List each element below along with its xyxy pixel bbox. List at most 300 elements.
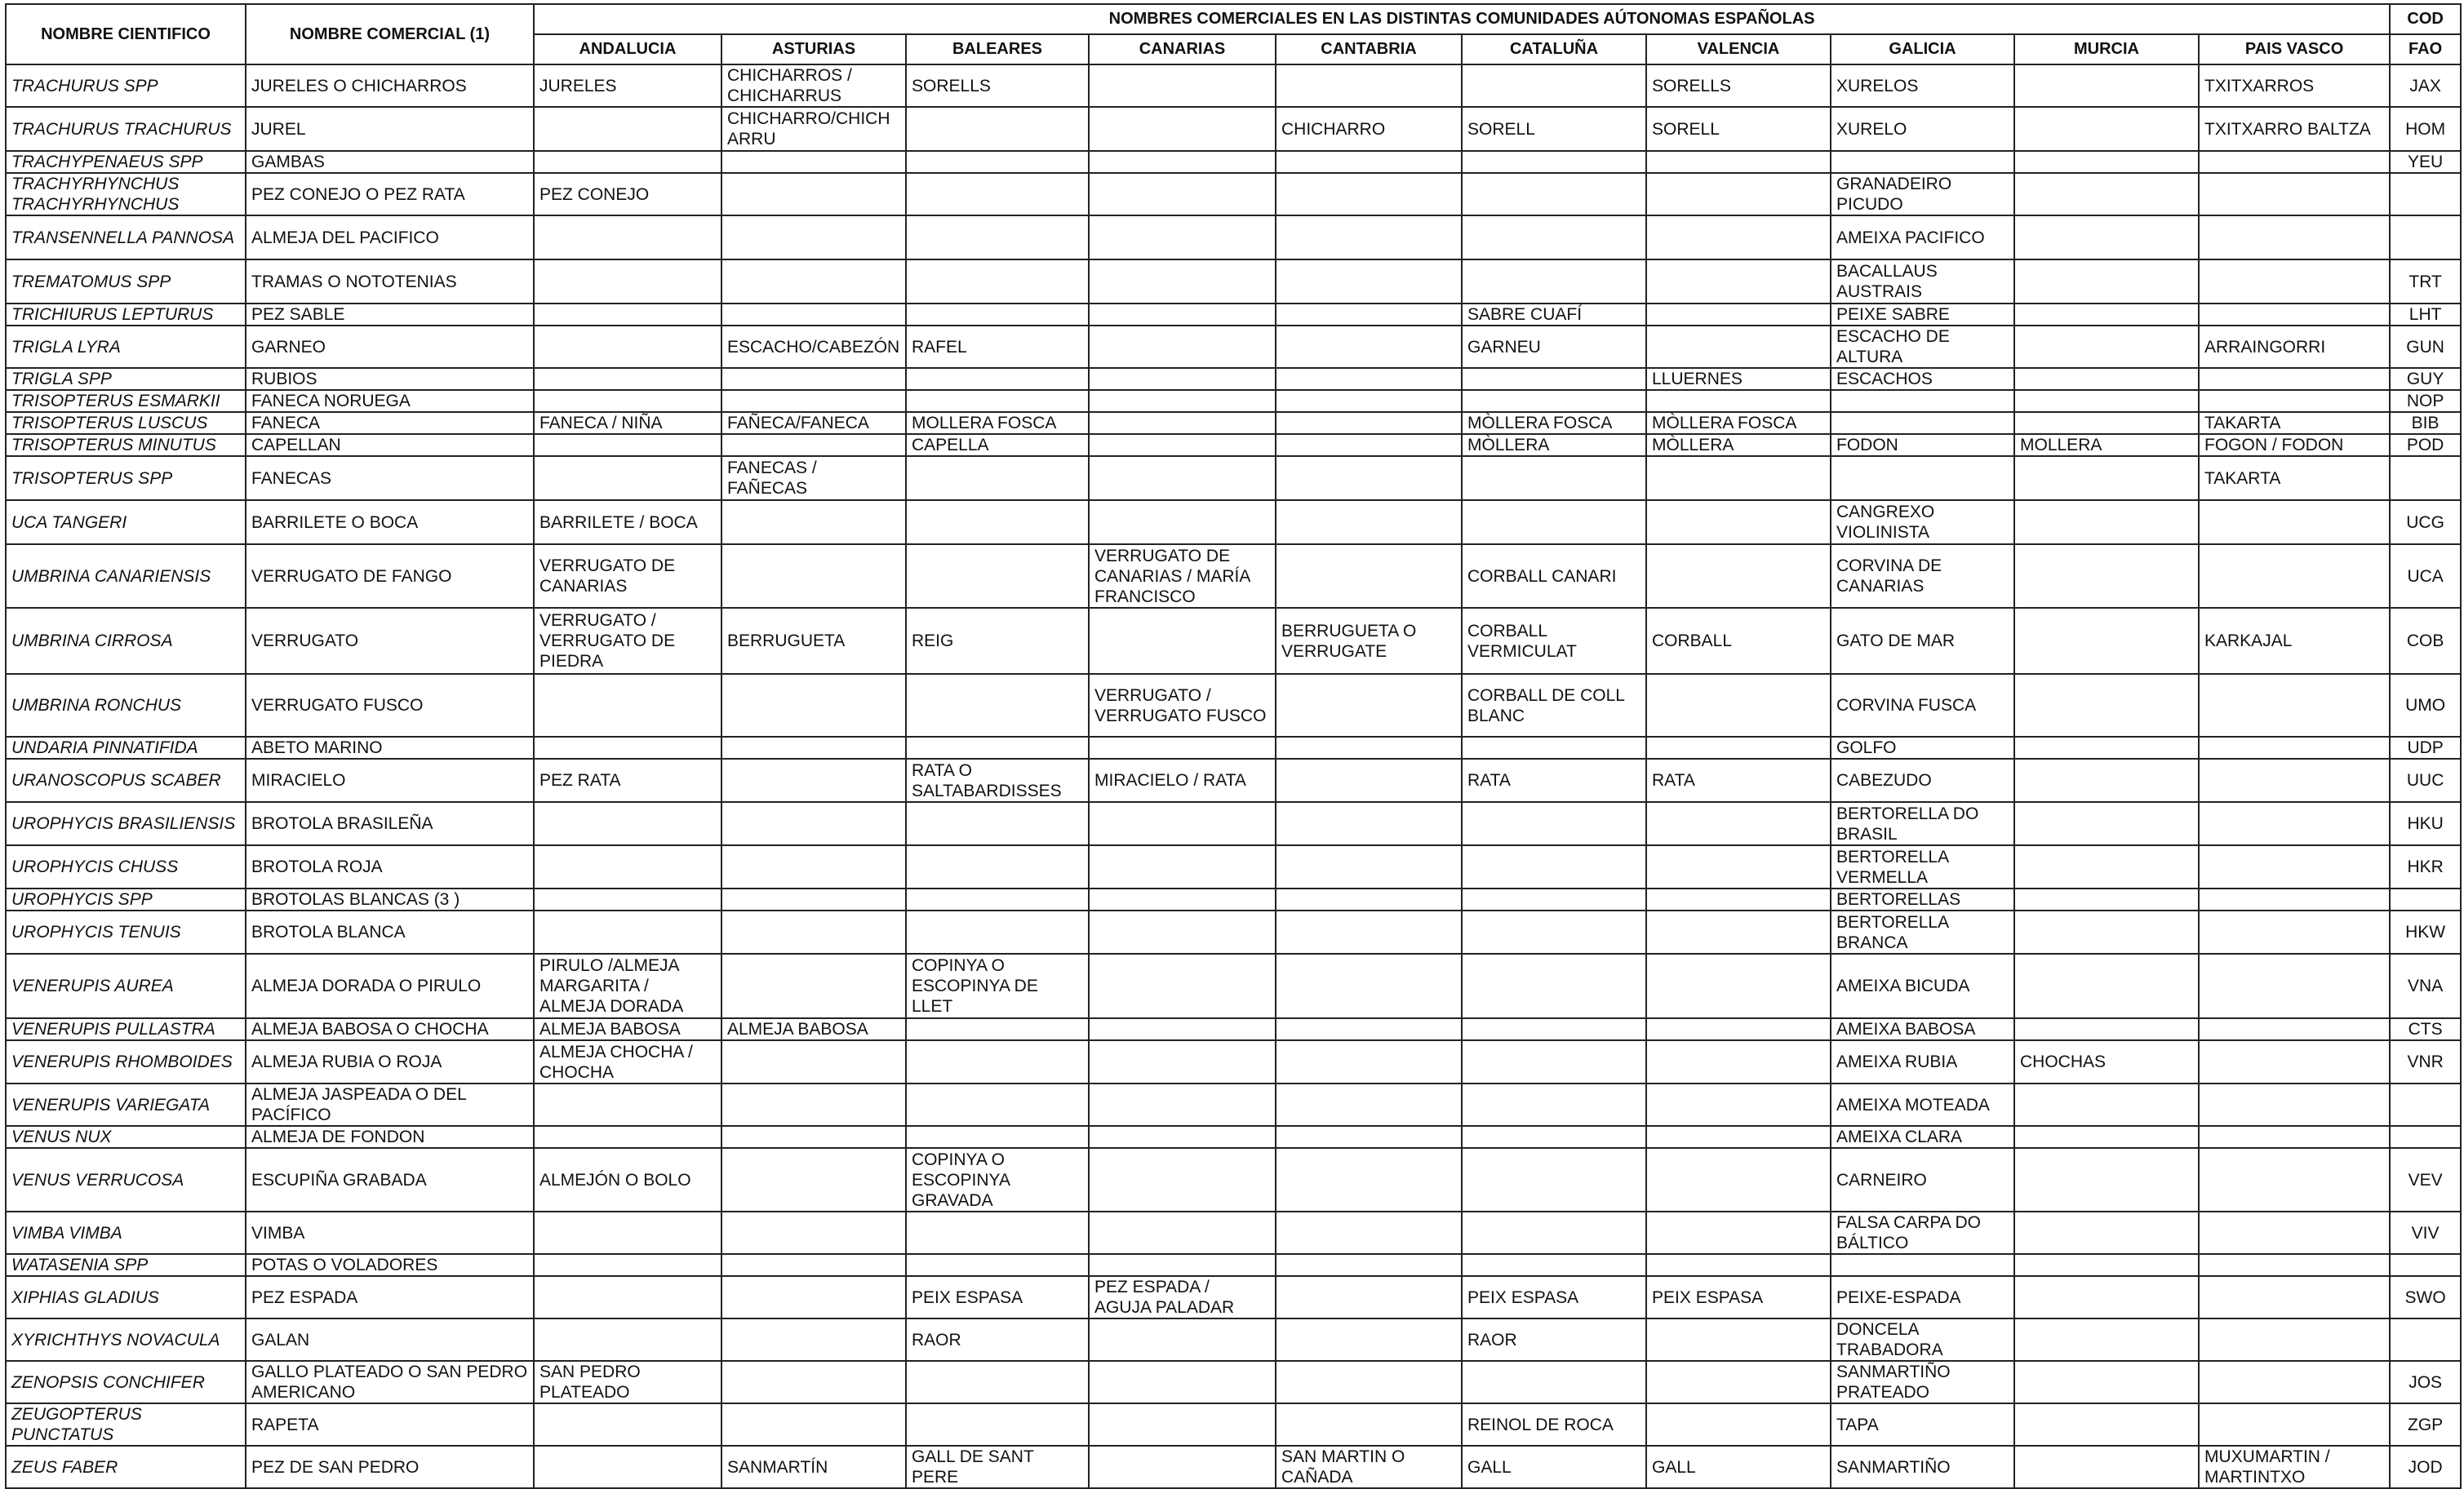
region-name-cell: [2199, 173, 2390, 215]
commercial-name-cell: BROTOLA ROJA: [246, 845, 534, 889]
region-name-cell: VERRUGATO / VERRUGATO FUSCO: [1089, 674, 1276, 737]
region-name-cell: [1646, 1254, 1831, 1276]
region-name-cell: [2199, 368, 2390, 390]
table-row: [6, 954, 2461, 1018]
region-name-cell: [906, 889, 1089, 911]
fao-code-cell: BIB: [2390, 412, 2461, 434]
region-name-cell: [2014, 1361, 2199, 1403]
region-name-cell: [2014, 845, 2199, 889]
scientific-name-cell: TRISOPTERUS MINUTUS: [6, 434, 246, 456]
region-name-cell: BERTORELLA BRANCA: [1831, 911, 2014, 954]
region-name-cell: RATA: [1462, 759, 1646, 802]
region-name-cell: [721, 1361, 906, 1403]
region-name-cell: [1646, 1212, 1831, 1254]
fao-code-cell: GUY: [2390, 368, 2461, 390]
region-name-cell: [1089, 412, 1276, 434]
region-name-cell: [534, 1276, 721, 1318]
scientific-name-cell: TRISOPTERUS ESMARKII: [6, 390, 246, 412]
commercial-name-cell: GARNEO: [246, 326, 534, 368]
region-name-cell: [1276, 1318, 1462, 1361]
region-name-cell: [534, 151, 721, 173]
commercial-name-cell: FANECA NORUEGA: [246, 390, 534, 412]
scientific-name-cell: VENERUPIS VARIEGATA: [6, 1084, 246, 1126]
region-name-cell: [1276, 368, 1462, 390]
commercial-name-cell: JURELES O CHICHARROS: [246, 64, 534, 107]
region-name-cell: [1646, 173, 1831, 215]
region-name-cell: [1089, 1126, 1276, 1148]
table-row: [6, 911, 2461, 954]
region-name-cell: [1646, 151, 1831, 173]
region-name-cell: [2014, 456, 2199, 500]
fao-code-cell: POD: [2390, 434, 2461, 456]
region-name-cell: [906, 215, 1089, 259]
scientific-name-cell: TRISOPTERUS SPP: [6, 456, 246, 500]
scientific-name-cell: UROPHYCIS CHUSS: [6, 845, 246, 889]
region-name-cell: [2199, 1018, 2390, 1040]
scientific-name-cell: UROPHYCIS TENUIS: [6, 911, 246, 954]
species-names-table: [5, 3, 2462, 1489]
table-row: [6, 674, 2461, 737]
region-name-cell: [2199, 1276, 2390, 1318]
table-row: [6, 737, 2461, 759]
region-name-cell: [1646, 1148, 1831, 1212]
region-name-cell: [1089, 64, 1276, 107]
region-name-cell: [1462, 390, 1646, 412]
region-name-cell: [1089, 1148, 1276, 1212]
region-name-cell: [906, 456, 1089, 500]
region-name-cell: [721, 802, 906, 845]
region-name-cell: [1646, 737, 1831, 759]
commercial-name-cell: ALMEJA BABOSA O CHOCHA: [246, 1018, 534, 1040]
fao-code-cell: [2390, 1084, 2461, 1126]
region-name-cell: [1089, 1040, 1276, 1084]
region-name-cell: [1276, 889, 1462, 911]
region-name-cell: [1646, 1040, 1831, 1084]
region-name-cell: [721, 368, 906, 390]
commercial-name-cell: VIMBA: [246, 1212, 534, 1254]
table-row: [6, 173, 2461, 215]
region-name-cell: KARKAJAL: [2199, 608, 2390, 674]
scientific-name-cell: TRACHURUS TRACHURUS: [6, 107, 246, 151]
region-name-cell: TAPA: [1831, 1403, 2014, 1446]
region-name-cell: [2199, 674, 2390, 737]
region-name-cell: [1089, 259, 1276, 304]
region-name-cell: [1276, 259, 1462, 304]
region-name-cell: MÒLLERA: [1462, 434, 1646, 456]
fao-code-cell: [2390, 1254, 2461, 1276]
region-name-cell: SANMARTÍN: [721, 1446, 906, 1488]
region-name-cell: SORELL: [1462, 107, 1646, 151]
scientific-name-cell: UMBRINA CANARIENSIS: [6, 544, 246, 608]
region-name-cell: [1276, 1361, 1462, 1403]
region-name-cell: [1276, 304, 1462, 326]
region-name-cell: [906, 500, 1089, 544]
region-name-cell: [1646, 1018, 1831, 1040]
table-row: [6, 1361, 2461, 1403]
region-name-cell: [1276, 215, 1462, 259]
commercial-name-cell: FANECAS: [246, 456, 534, 500]
region-name-cell: [534, 326, 721, 368]
region-name-cell: [2199, 802, 2390, 845]
region-name-cell: SAN PEDRO PLATEADO: [534, 1361, 721, 1403]
region-name-cell: [1646, 845, 1831, 889]
region-name-cell: [1089, 954, 1276, 1018]
region-name-cell: [721, 911, 906, 954]
header-fao: FAO: [2390, 34, 2461, 64]
region-name-cell: XURELO: [1831, 107, 2014, 151]
region-name-cell: [1462, 259, 1646, 304]
region-name-cell: PEIX ESPASA: [1462, 1276, 1646, 1318]
region-name-cell: [1646, 674, 1831, 737]
region-name-cell: MIRACIELO / RATA: [1089, 759, 1276, 802]
table-row: [6, 1126, 2461, 1148]
region-name-cell: [721, 1148, 906, 1212]
region-name-cell: [1276, 1018, 1462, 1040]
fao-code-cell: VIV: [2390, 1212, 2461, 1254]
region-name-cell: [1276, 802, 1462, 845]
region-name-cell: [1646, 1126, 1831, 1148]
region-name-cell: [1646, 390, 1831, 412]
region-name-cell: [2014, 1403, 2199, 1446]
commercial-name-cell: GALLO PLATEADO O SAN PEDRO AMERICANO: [246, 1361, 534, 1403]
region-name-cell: [2014, 107, 2199, 151]
region-name-cell: [1089, 802, 1276, 845]
region-name-cell: [721, 259, 906, 304]
region-name-cell: [2199, 215, 2390, 259]
region-name-cell: [1646, 500, 1831, 544]
commercial-name-cell: ALMEJA DORADA O PIRULO: [246, 954, 534, 1018]
region-name-cell: BERTORELLA DO BRASIL: [1831, 802, 2014, 845]
region-name-cell: GALL DE SANT PERE: [906, 1446, 1089, 1488]
region-name-cell: SANMARTIÑO: [1831, 1446, 2014, 1488]
scientific-name-cell: VENERUPIS PULLASTRA: [6, 1018, 246, 1040]
region-name-cell: TXITXARROS: [2199, 64, 2390, 107]
region-name-cell: ALMEJÓN O BOLO: [534, 1148, 721, 1212]
fao-code-cell: HKW: [2390, 911, 2461, 954]
region-name-cell: RATA O SALTABARDISSES: [906, 759, 1089, 802]
region-name-cell: CORBALL VERMICULAT: [1462, 608, 1646, 674]
region-name-cell: [534, 1446, 721, 1488]
region-name-cell: [534, 107, 721, 151]
fao-code-cell: [2390, 889, 2461, 911]
region-name-cell: GATO DE MAR: [1831, 608, 2014, 674]
region-name-cell: [1089, 326, 1276, 368]
fao-code-cell: [2390, 215, 2461, 259]
commercial-name-cell: PEZ ESPADA: [246, 1276, 534, 1318]
region-name-cell: [1462, 845, 1646, 889]
fao-code-cell: HKR: [2390, 845, 2461, 889]
region-name-cell: [2014, 1276, 2199, 1318]
region-name-cell: [2199, 1254, 2390, 1276]
commercial-name-cell: BROTOLA BLANCA: [246, 911, 534, 954]
region-name-cell: MOLLERA: [2014, 434, 2199, 456]
scientific-name-cell: TRANSENNELLA PANNOSA: [6, 215, 246, 259]
region-name-cell: AMEIXA BICUDA: [1831, 954, 2014, 1018]
region-name-cell: SABRE CUAFÍ: [1462, 304, 1646, 326]
region-name-cell: [2199, 259, 2390, 304]
region-name-cell: SORELLS: [1646, 64, 1831, 107]
commercial-name-cell: ALMEJA DEL PACIFICO: [246, 215, 534, 259]
region-name-cell: PEIX ESPASA: [1646, 1276, 1831, 1318]
region-name-cell: COPINYA O ESCOPINYA GRAVADA: [906, 1148, 1089, 1212]
region-name-cell: CHOCHAS: [2014, 1040, 2199, 1084]
region-name-cell: MUXUMARTIN / MARTINTXO: [2199, 1446, 2390, 1488]
region-name-cell: [2199, 544, 2390, 608]
region-name-cell: [1089, 1446, 1276, 1488]
region-name-cell: [2199, 845, 2390, 889]
fao-code-cell: UUC: [2390, 759, 2461, 802]
region-name-cell: [1831, 412, 2014, 434]
scientific-name-cell: ZEUGOPTERUS PUNCTATUS: [6, 1403, 246, 1446]
region-name-cell: [2199, 889, 2390, 911]
commercial-name-cell: VERRUGATO: [246, 608, 534, 674]
table-row: [6, 259, 2461, 304]
region-name-cell: [1462, 456, 1646, 500]
commercial-name-cell: PEZ SABLE: [246, 304, 534, 326]
scientific-name-cell: UCA TANGERI: [6, 500, 246, 544]
region-name-cell: MÒLLERA FOSCA: [1646, 412, 1831, 434]
header-region: GALICIA: [1831, 34, 2014, 64]
region-name-cell: SORELLS: [906, 64, 1089, 107]
region-name-cell: [2014, 173, 2199, 215]
region-name-cell: CHICHARROS / CHICHARRUS: [721, 64, 906, 107]
fao-code-cell: VNA: [2390, 954, 2461, 1018]
region-name-cell: [906, 368, 1089, 390]
region-name-cell: [1462, 1018, 1646, 1040]
region-name-cell: [721, 500, 906, 544]
region-name-cell: [534, 1084, 721, 1126]
region-name-cell: [1462, 1148, 1646, 1212]
region-name-cell: MÒLLERA: [1646, 434, 1831, 456]
region-name-cell: [1462, 1254, 1646, 1276]
region-name-cell: [1089, 608, 1276, 674]
region-name-cell: [1462, 911, 1646, 954]
region-name-cell: [534, 911, 721, 954]
region-name-cell: [2199, 1318, 2390, 1361]
table-row: [6, 845, 2461, 889]
region-name-cell: [1462, 368, 1646, 390]
region-name-cell: [1462, 1361, 1646, 1403]
header-region: CATALUÑA: [1462, 34, 1646, 64]
region-name-cell: [1462, 1084, 1646, 1126]
scientific-name-cell: TRACHYRHYNCHUS TRACHYRHYNCHUS: [6, 173, 246, 215]
region-name-cell: [721, 889, 906, 911]
region-name-cell: [721, 173, 906, 215]
region-name-cell: [2014, 608, 2199, 674]
header-region: BALEARES: [906, 34, 1089, 64]
fao-code-cell: NOP: [2390, 390, 2461, 412]
region-name-cell: PEZ CONEJO: [534, 173, 721, 215]
fao-code-cell: CTS: [2390, 1018, 2461, 1040]
region-name-cell: AMEIXA MOTEADA: [1831, 1084, 2014, 1126]
region-name-cell: ESCACHO DE ALTURA: [1831, 326, 2014, 368]
region-name-cell: [1089, 1318, 1276, 1361]
region-name-cell: [721, 1084, 906, 1126]
region-name-cell: [1646, 911, 1831, 954]
region-name-cell: [1089, 1254, 1276, 1276]
table-row: [6, 1446, 2461, 1488]
region-name-cell: VERRUGATO DE CANARIAS: [534, 544, 721, 608]
region-name-cell: [1276, 412, 1462, 434]
region-name-cell: [721, 215, 906, 259]
region-name-cell: [2199, 1148, 2390, 1212]
table-row: [6, 1018, 2461, 1040]
region-name-cell: TXITXARRO BALTZA: [2199, 107, 2390, 151]
region-name-cell: [2199, 911, 2390, 954]
region-name-cell: [2199, 954, 2390, 1018]
commercial-name-cell: CAPELLAN: [246, 434, 534, 456]
region-name-cell: [2199, 1403, 2390, 1446]
table-row: [6, 151, 2461, 173]
scientific-name-cell: XYRICHTHYS NOVACULA: [6, 1318, 246, 1361]
region-name-cell: [2014, 737, 2199, 759]
region-name-cell: [721, 1212, 906, 1254]
region-name-cell: [2014, 326, 2199, 368]
table-row: [6, 304, 2461, 326]
commercial-name-cell: BROTOLAS BLANCAS (3 ): [246, 889, 534, 911]
region-name-cell: RAOR: [906, 1318, 1089, 1361]
region-name-cell: GARNEU: [1462, 326, 1646, 368]
region-name-cell: [1276, 1403, 1462, 1446]
region-name-cell: SAN MARTIN O CAÑADA: [1276, 1446, 1462, 1488]
fao-code-cell: JAX: [2390, 64, 2461, 107]
fao-code-cell: VEV: [2390, 1148, 2461, 1212]
region-name-cell: [1276, 1040, 1462, 1084]
region-name-cell: [906, 1403, 1089, 1446]
region-name-cell: BERRUGUETA: [721, 608, 906, 674]
table-row: [6, 434, 2461, 456]
region-name-cell: [1462, 500, 1646, 544]
commercial-name-cell: ALMEJA RUBIA O ROJA: [246, 1040, 534, 1084]
region-name-cell: RAFEL: [906, 326, 1089, 368]
region-name-cell: [1646, 802, 1831, 845]
region-name-cell: [2199, 737, 2390, 759]
table-body: [6, 64, 2461, 1488]
region-name-cell: [2014, 64, 2199, 107]
region-name-cell: CORVINA FUSCA: [1831, 674, 2014, 737]
region-name-cell: [1089, 1084, 1276, 1126]
region-name-cell: TAKARTA: [2199, 456, 2390, 500]
region-name-cell: [1089, 456, 1276, 500]
region-name-cell: RATA: [1646, 759, 1831, 802]
header-regions-title: NOMBRES COMERCIALES EN LAS DISTINTAS COMUNIDADES AÚTONOMAS ESPAÑOLAS: [534, 4, 2390, 34]
region-name-cell: CABEZUDO: [1831, 759, 2014, 802]
fao-code-cell: [2390, 1126, 2461, 1148]
region-name-cell: CANGREXO VIOLINISTA: [1831, 500, 2014, 544]
region-name-cell: [906, 674, 1089, 737]
region-name-cell: ESCACHO/CABEZÓN: [721, 326, 906, 368]
table-row: [6, 1403, 2461, 1446]
region-name-cell: CARNEIRO: [1831, 1148, 2014, 1212]
region-name-cell: VERRUGATO DE CANARIAS / MARÍA FRANCISCO: [1089, 544, 1276, 608]
commercial-name-cell: RAPETA: [246, 1403, 534, 1446]
region-name-cell: [1646, 215, 1831, 259]
region-name-cell: [1276, 544, 1462, 608]
region-name-cell: [1276, 1212, 1462, 1254]
header-region: PAIS VASCO: [2199, 34, 2390, 64]
region-name-cell: LLUERNES: [1646, 368, 1831, 390]
region-name-cell: [906, 544, 1089, 608]
region-name-cell: [1276, 434, 1462, 456]
commercial-name-cell: JUREL: [246, 107, 534, 151]
region-name-cell: [1276, 911, 1462, 954]
region-name-cell: [1646, 456, 1831, 500]
region-name-cell: [2014, 151, 2199, 173]
table-row: [6, 500, 2461, 544]
region-name-cell: [906, 1018, 1089, 1040]
region-name-cell: [2014, 759, 2199, 802]
region-name-cell: [2014, 889, 2199, 911]
region-name-cell: [1089, 434, 1276, 456]
fao-code-cell: HOM: [2390, 107, 2461, 151]
region-name-cell: XURELOS: [1831, 64, 2014, 107]
region-name-cell: [534, 1212, 721, 1254]
region-name-cell: COPINYA O ESCOPINYA DE LLET: [906, 954, 1089, 1018]
scientific-name-cell: TRACHURUS SPP: [6, 64, 246, 107]
region-name-cell: [534, 456, 721, 500]
region-name-cell: [1646, 326, 1831, 368]
fao-code-cell: UDP: [2390, 737, 2461, 759]
region-name-cell: [1646, 544, 1831, 608]
region-name-cell: [2014, 911, 2199, 954]
fao-code-cell: SWO: [2390, 1276, 2461, 1318]
region-name-cell: FANECA / NIÑA: [534, 412, 721, 434]
region-name-cell: [1462, 889, 1646, 911]
header-row-top: [6, 4, 2461, 34]
scientific-name-cell: TREMATOMUS SPP: [6, 259, 246, 304]
header-region: ANDALUCIA: [534, 34, 721, 64]
region-name-cell: [1089, 173, 1276, 215]
region-name-cell: BERRUGUETA O VERRUGATE: [1276, 608, 1462, 674]
region-name-cell: AMEIXA RUBIA: [1831, 1040, 2014, 1084]
region-name-cell: [906, 1126, 1089, 1148]
region-name-cell: [1462, 215, 1646, 259]
region-name-cell: [2199, 390, 2390, 412]
commercial-name-cell: VERRUGATO FUSCO: [246, 674, 534, 737]
header-cod: COD: [2390, 4, 2461, 34]
table-row: [6, 412, 2461, 434]
region-name-cell: GALL: [1462, 1446, 1646, 1488]
region-name-cell: [721, 1276, 906, 1318]
commercial-name-cell: VERRUGATO DE FANGO: [246, 544, 534, 608]
region-name-cell: PEIXE-ESPADA: [1831, 1276, 2014, 1318]
header-commercial-name: NOMBRE COMERCIAL (1): [246, 4, 534, 64]
region-name-cell: [534, 889, 721, 911]
region-name-cell: VERRUGATO / VERRUGATO DE PIEDRA: [534, 608, 721, 674]
region-name-cell: FODON: [1831, 434, 2014, 456]
region-name-cell: [906, 911, 1089, 954]
region-name-cell: [721, 845, 906, 889]
region-name-cell: [1646, 1361, 1831, 1403]
region-name-cell: ARRAINGORRI: [2199, 326, 2390, 368]
region-name-cell: [1276, 390, 1462, 412]
region-name-cell: [2199, 151, 2390, 173]
region-name-cell: BARRILETE / BOCA: [534, 500, 721, 544]
scientific-name-cell: UMBRINA RONCHUS: [6, 674, 246, 737]
region-name-cell: [2199, 1126, 2390, 1148]
region-name-cell: FAÑECA/FANECA: [721, 412, 906, 434]
region-name-cell: [2199, 1084, 2390, 1126]
header-region: CANARIAS: [1089, 34, 1276, 64]
region-name-cell: [1276, 173, 1462, 215]
region-name-cell: [721, 1318, 906, 1361]
region-name-cell: [721, 1254, 906, 1276]
region-name-cell: DONCELA TRABADORA: [1831, 1318, 2014, 1361]
fao-code-cell: [2390, 173, 2461, 215]
region-name-cell: [906, 151, 1089, 173]
region-name-cell: [2014, 1254, 2199, 1276]
region-name-cell: BERTORELLA VERMELLA: [1831, 845, 2014, 889]
